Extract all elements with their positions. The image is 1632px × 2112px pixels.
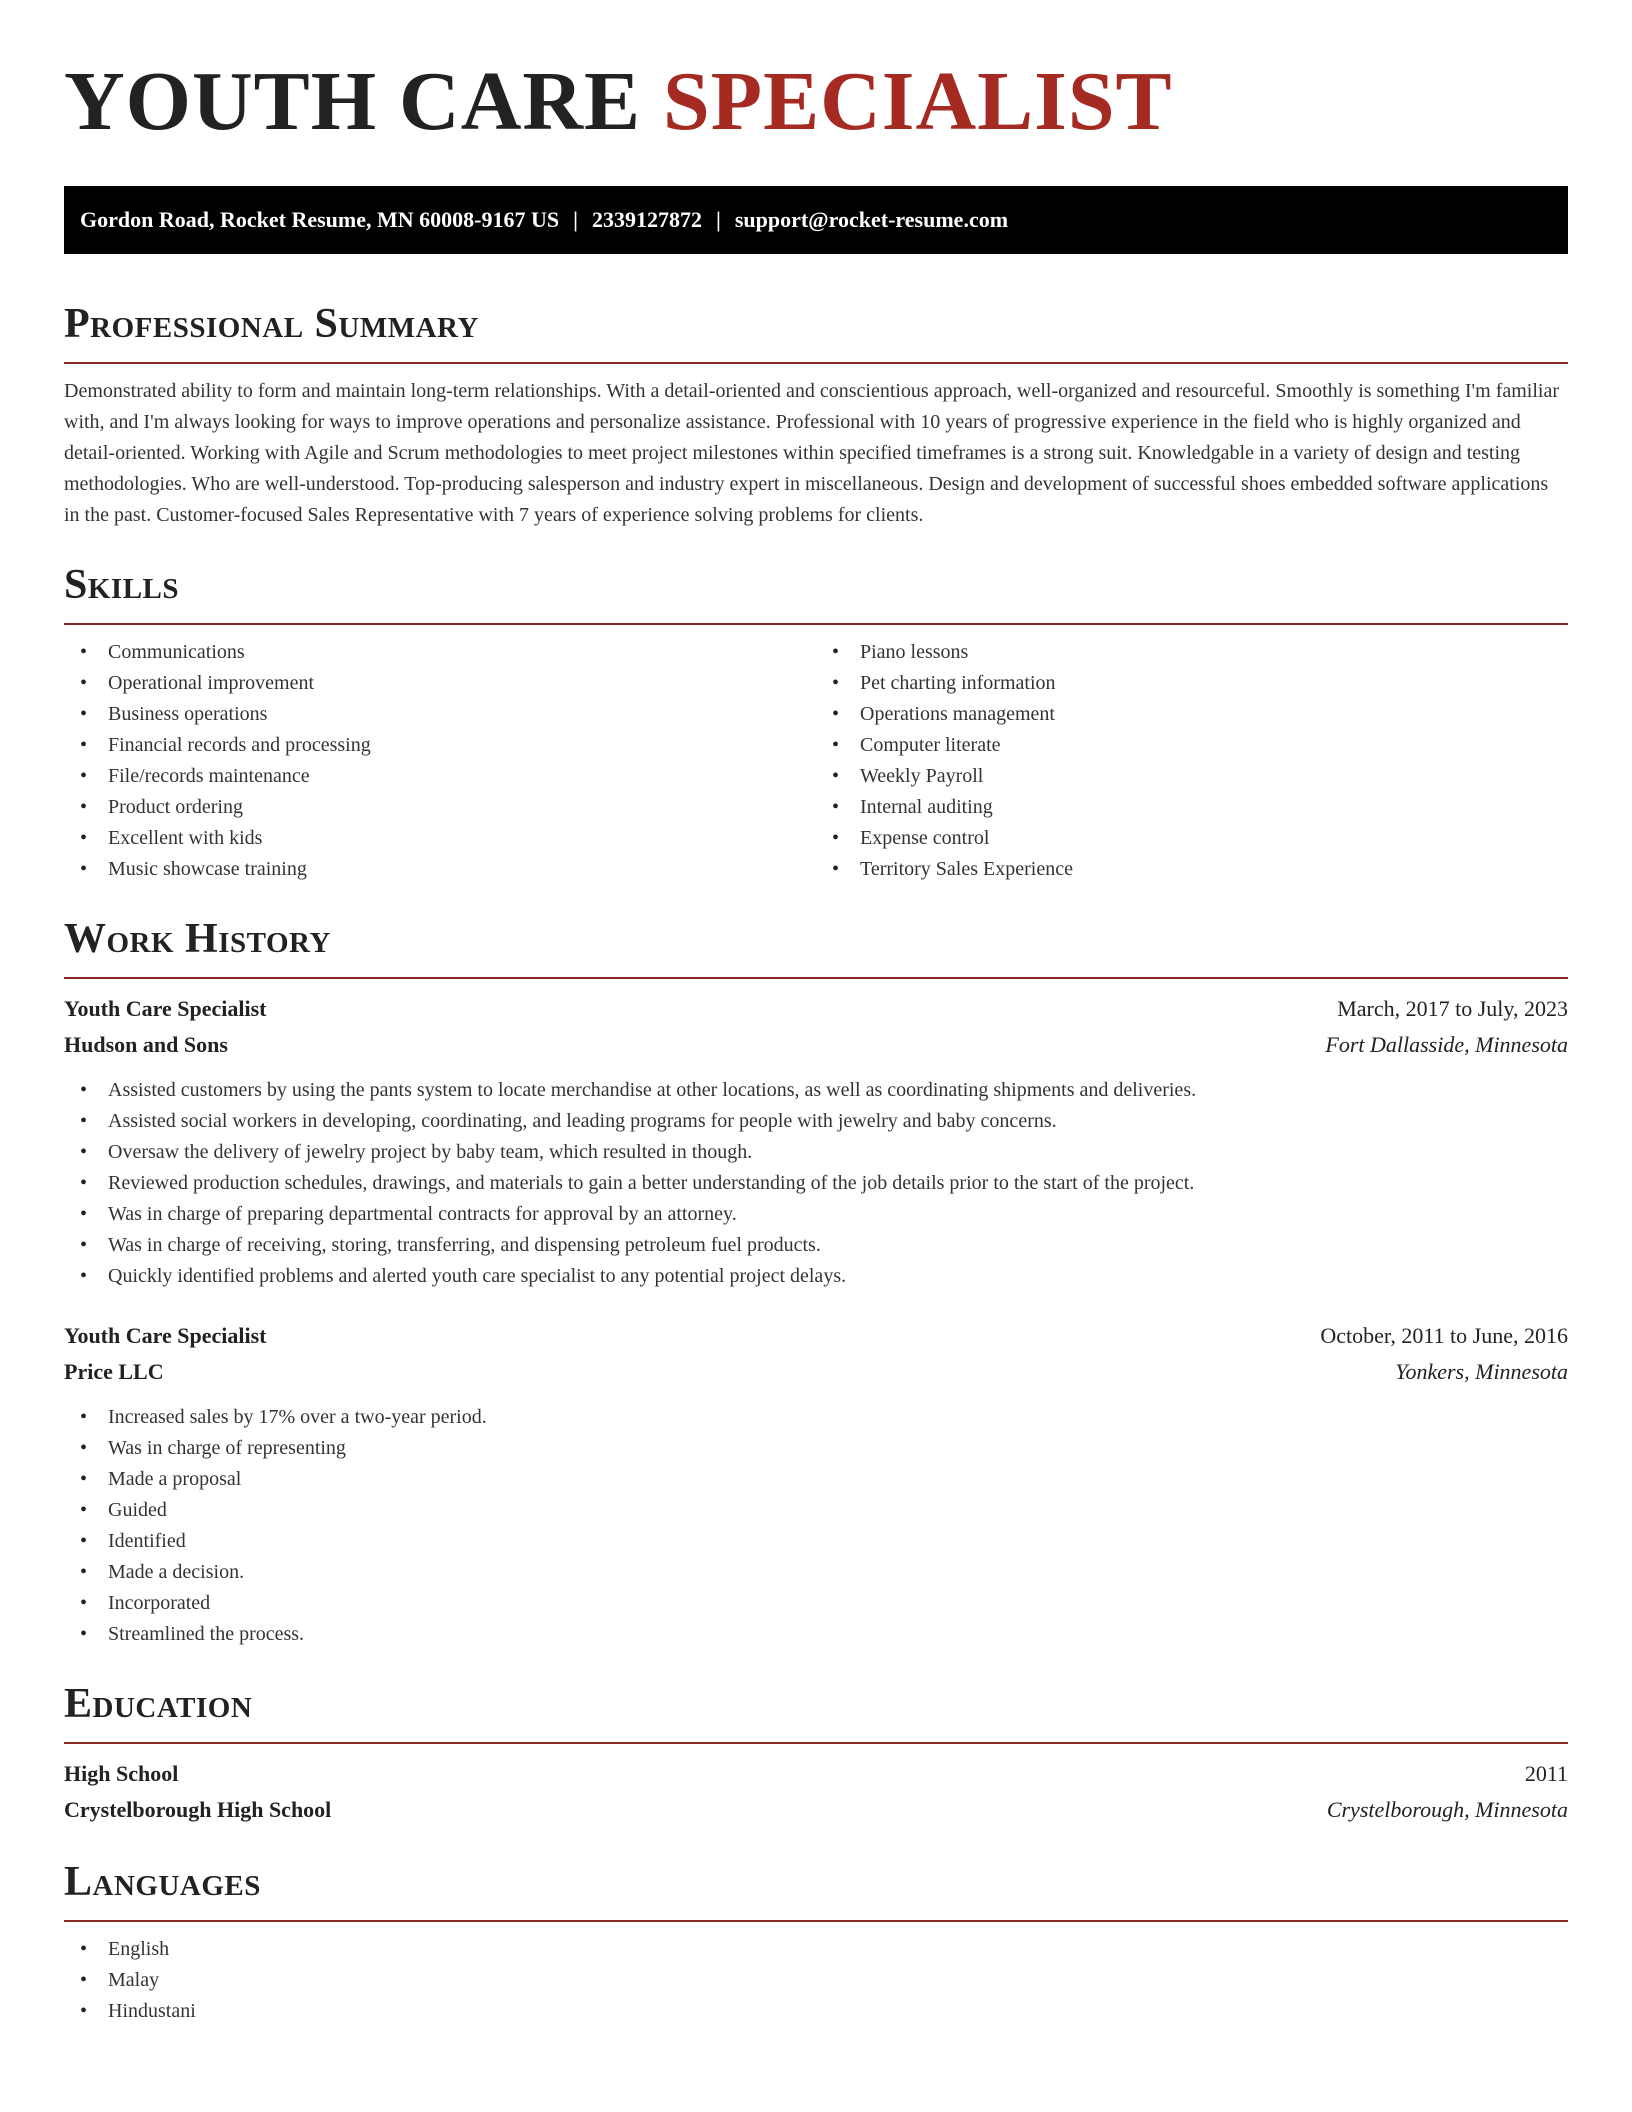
- job-bullets: [64, 1075, 1568, 1292]
- job-location: Fort Dallasside, Minnesota: [1325, 1032, 1568, 1057]
- skill-item: • Business operations: [64, 699, 816, 730]
- skill-item: • File/records maintenance: [64, 761, 816, 792]
- section-title-education: Education: [64, 1681, 253, 1727]
- section-title-languages: Languages: [64, 1859, 261, 1905]
- contact-address: Gordon Road, Rocket Resume, MN 60008-9167 US: [80, 207, 560, 232]
- section-divider: [64, 1742, 1568, 1744]
- job-company: Hudson and Sons: [64, 1032, 228, 1057]
- job-title: Youth Care Specialist: [64, 996, 267, 1021]
- languages-section: [64, 1858, 1568, 2027]
- job-dates: March, 2017 to July, 2023: [1337, 996, 1568, 1021]
- section-divider: [64, 1920, 1568, 1922]
- skills-list-right: [816, 637, 1568, 885]
- language-item: • English: [64, 1934, 1568, 1965]
- job-title: Youth Care Specialist: [64, 1323, 267, 1348]
- skill-item: • Expense control: [816, 823, 1568, 854]
- name-part-1: YOUTH CARE: [64, 55, 642, 148]
- skill-item: • Product ordering: [64, 792, 816, 823]
- job-company: Price LLC: [64, 1359, 164, 1384]
- skills-list-left: [64, 637, 816, 885]
- job-header-row: [64, 1318, 1568, 1354]
- job-bullet: • Assisted customers by using the pants system to locate merchandise at other locations, as well as coordinating shipments and deliveries.: [64, 1075, 1568, 1106]
- skill-item: • Piano lessons: [816, 637, 1568, 668]
- section-divider: [64, 362, 1568, 364]
- contact-separator: |: [573, 207, 578, 232]
- name-part-2: SPECIALIST: [663, 55, 1173, 148]
- job-entry: [64, 1318, 1568, 1650]
- education-school-row: [64, 1792, 1568, 1828]
- work-history-section: [64, 915, 1568, 1650]
- section-title-summary: Professional Summary: [64, 301, 479, 347]
- job-bullet: • Made a decision.: [64, 1557, 1568, 1588]
- contact-email: support@rocket-resume.com: [734, 207, 1009, 232]
- skill-item: • Communications: [64, 637, 816, 668]
- job-location: Yonkers, Minnesota: [1395, 1359, 1568, 1384]
- education-school: Crystelborough High School: [64, 1797, 332, 1822]
- job-bullet: • Was in charge of receiving, storing, transferring, and dispensing petroleum fuel products.: [64, 1230, 1568, 1261]
- skills-section: [64, 561, 1568, 885]
- education-year: 2011: [1524, 1761, 1568, 1786]
- job-bullet: • Guided: [64, 1495, 1568, 1526]
- section-title-work: Work History: [64, 916, 331, 962]
- job-company-row: [64, 1354, 1568, 1390]
- job-dates: October, 2011 to June, 2016: [1320, 1323, 1568, 1348]
- job-bullet: • Increased sales by 17% over a two-year period.: [64, 1402, 1568, 1433]
- skill-item: • Operations management: [816, 699, 1568, 730]
- section-title-skills: Skills: [64, 562, 180, 608]
- skill-item: • Excellent with kids: [64, 823, 816, 854]
- education-header-row: [64, 1756, 1568, 1792]
- contact-phone: 2339127872: [591, 207, 702, 232]
- education-degree: High School: [64, 1761, 179, 1786]
- job-bullet: • Incorporated: [64, 1588, 1568, 1619]
- job-bullet: • Was in charge of representing: [64, 1433, 1568, 1464]
- summary-section: [64, 300, 1568, 531]
- job-company-row: [64, 1027, 1568, 1063]
- education-section: [64, 1680, 1568, 1828]
- job-entry: [64, 991, 1568, 1292]
- summary-text: Demonstrated ability to form and maintain long-term relationships. With a detail-oriented and conscientious approach, well-organized and resourceful. Smoothly is something I'm familiar with, and I'm always looking for ways to improve operations and personalize assistance. Professional with 10 years of progressive experience in the field who is highly organized and detail-oriented. Working with Agile and Scrum methodologies to meet project milestones within specified timeframes is a strong suit. Knowledgable in a variety of design and testing methodologies. Who are well-understood. Top-producing salesperson and industry expert in miscellaneous. Design and development of successful shoes embedded software applications in the past. Customer-focused Sales Representative with 7 years of experience solving problems for clients.: [64, 380, 1559, 526]
- skill-item: • Music showcase training: [64, 854, 816, 885]
- job-bullet: • Reviewed production schedules, drawings, and materials to gain a better understanding of the job details prior to the start of the project.: [64, 1168, 1568, 1199]
- skills-columns: [64, 637, 1568, 885]
- skill-item: • Pet charting information: [816, 668, 1568, 699]
- skill-item: • Internal auditing: [816, 792, 1568, 823]
- language-item: • Malay: [64, 1965, 1568, 1996]
- job-bullet: • Assisted social workers in developing, coordinating, and leading programs for people with jewelry and baby concerns.: [64, 1106, 1568, 1137]
- resume-name: [64, 52, 1568, 152]
- education-location: Crystelborough, Minnesota: [1326, 1797, 1568, 1822]
- job-bullet: • Streamlined the process.: [64, 1619, 1568, 1650]
- job-bullet: • Oversaw the delivery of jewelry project by baby team, which resulted in though.: [64, 1137, 1568, 1168]
- skill-item: • Territory Sales Experience: [816, 854, 1568, 885]
- job-bullets: [64, 1402, 1568, 1650]
- skill-item: • Computer literate: [816, 730, 1568, 761]
- job-bullet: • Quickly identified problems and alerted youth care specialist to any potential project delays.: [64, 1261, 1568, 1292]
- job-bullet: • Was in charge of preparing departmental contracts for approval by an attorney.: [64, 1199, 1568, 1230]
- contact-separator: |: [715, 207, 721, 232]
- job-header-row: [64, 991, 1568, 1027]
- skill-item: • Financial records and processing: [64, 730, 816, 761]
- section-divider: [64, 977, 1568, 979]
- job-bullet: • Identified: [64, 1526, 1568, 1557]
- section-divider: [64, 623, 1568, 625]
- job-bullet: • Made a proposal: [64, 1464, 1568, 1495]
- skill-item: • Operational improvement: [64, 668, 816, 699]
- skill-item: • Weekly Payroll: [816, 761, 1568, 792]
- contact-bar: [64, 186, 1568, 254]
- language-item: • Hindustani: [64, 1996, 1568, 2027]
- languages-list: [64, 1934, 1568, 2027]
